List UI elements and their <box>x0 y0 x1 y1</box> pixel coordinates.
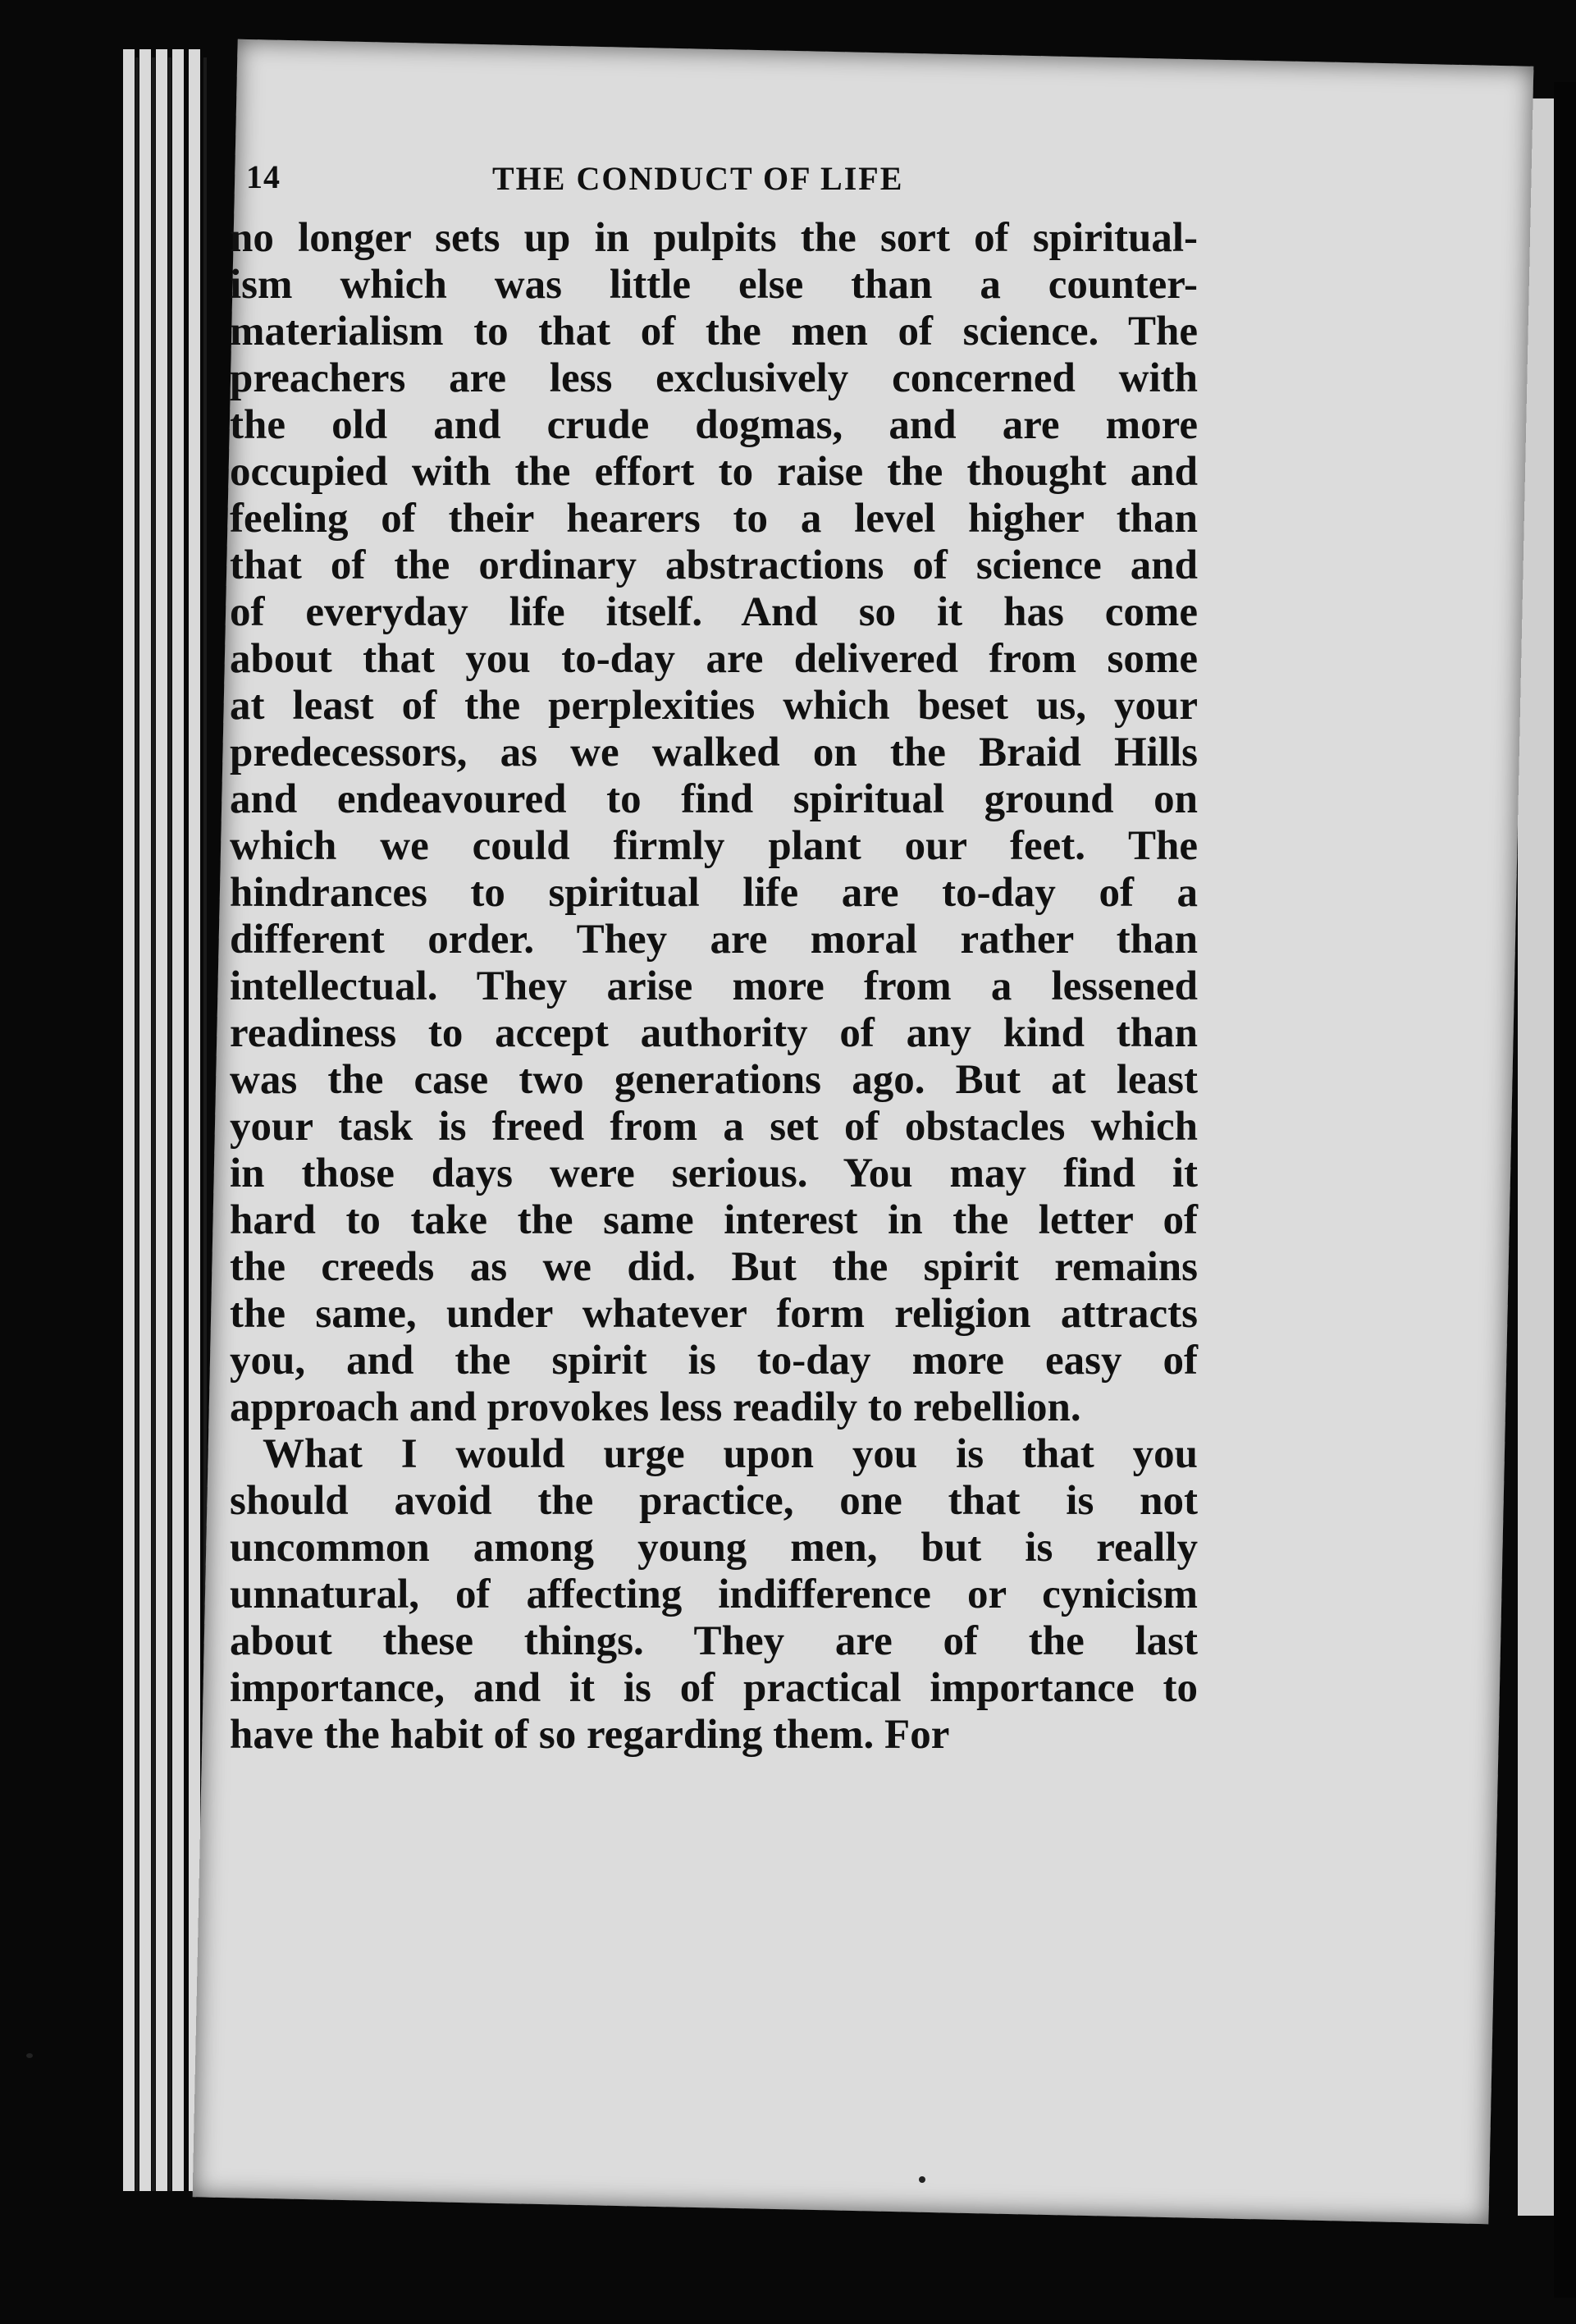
text-line: hard to take the same interest in the letter of <box>230 1197 1198 1243</box>
book-page-edge <box>172 49 184 2191</box>
text-line: was the case two generations ago. But at least <box>230 1057 1198 1103</box>
text-line: no longer sets up in pulpits the sort of spiritual- <box>230 215 1198 261</box>
running-head <box>246 158 1231 223</box>
text-line: preachers are less exclusively concerned with <box>230 355 1198 401</box>
text-line: and endeavoured to find spiritual ground on <box>230 776 1198 822</box>
text-line: importance, and it is of practical importance to <box>230 1665 1198 1711</box>
text-line: ism which was little else than a counter- <box>230 262 1198 308</box>
page-edge-line <box>152 57 155 2191</box>
book-page-edge <box>123 49 135 2191</box>
page-edge-line <box>135 57 139 2191</box>
text-line: hindrances to spiritual life are to-day of a <box>230 870 1198 916</box>
text-line: intellectual. They arise more from a lessened <box>230 963 1198 1009</box>
text-line: about that you to-day are delivered from some <box>230 636 1198 682</box>
text-line: you, and the spirit is to-day more easy of <box>230 1338 1198 1384</box>
text-line: which we could firmly plant our feet. The <box>230 823 1198 869</box>
text-line: approach and provokes less readily to rebellion. <box>230 1384 1081 1430</box>
text-line: materialism to that of the men of science. The <box>230 309 1198 355</box>
text-line: should avoid the practice, one that is not <box>230 1478 1198 1524</box>
scan-speck <box>26 2053 33 2058</box>
text-line: the creeds as we did. But the spirit remains <box>230 1244 1198 1290</box>
text-line: different order. They are moral rather than <box>230 917 1198 963</box>
text-line: readiness to accept authority of any kind than <box>230 1010 1198 1056</box>
book-page-edge <box>139 49 151 2191</box>
text-line: feeling of their hearers to a level higher than <box>230 496 1198 542</box>
running-title: THE CONDUCT OF LIFE <box>492 160 904 197</box>
scan-speck <box>919 2176 925 2183</box>
text-line: predecessors, as we walked on the Braid Hills <box>230 730 1198 775</box>
text-line: your task is freed from a set of obstacles which <box>230 1104 1198 1150</box>
text-line: occupied with the effort to raise the thought and <box>230 449 1198 495</box>
text-line: uncommon among young men, but is really <box>230 1525 1198 1571</box>
book-page-edge <box>156 49 167 2191</box>
scan-border-right <box>1554 82 1576 2298</box>
text-line: the old and crude dogmas, and are more <box>230 402 1198 448</box>
text-line: of everyday life itself. And so it has come <box>230 589 1198 635</box>
body-text <box>230 215 1198 1759</box>
text-line: unnatural, of affecting indifference or cynicism <box>230 1571 1198 1617</box>
page-number: 14 <box>246 158 281 195</box>
text-line: in those days were serious. You may find it <box>230 1151 1198 1196</box>
text-line: What I would urge upon you is that you <box>263 1431 1198 1477</box>
text-line: at least of the perplexities which beset us, your <box>230 683 1198 729</box>
book-page-edge <box>189 49 200 2191</box>
text-line: about these things. They are of the last <box>230 1618 1198 1664</box>
text-line: that of the ordinary abstractions of science and <box>230 542 1198 588</box>
text-line: the same, under whatever form religion attracts <box>230 1291 1198 1337</box>
text-line: have the habit of so regarding them. For <box>230 1712 950 1758</box>
page-edge-line <box>168 57 171 2191</box>
